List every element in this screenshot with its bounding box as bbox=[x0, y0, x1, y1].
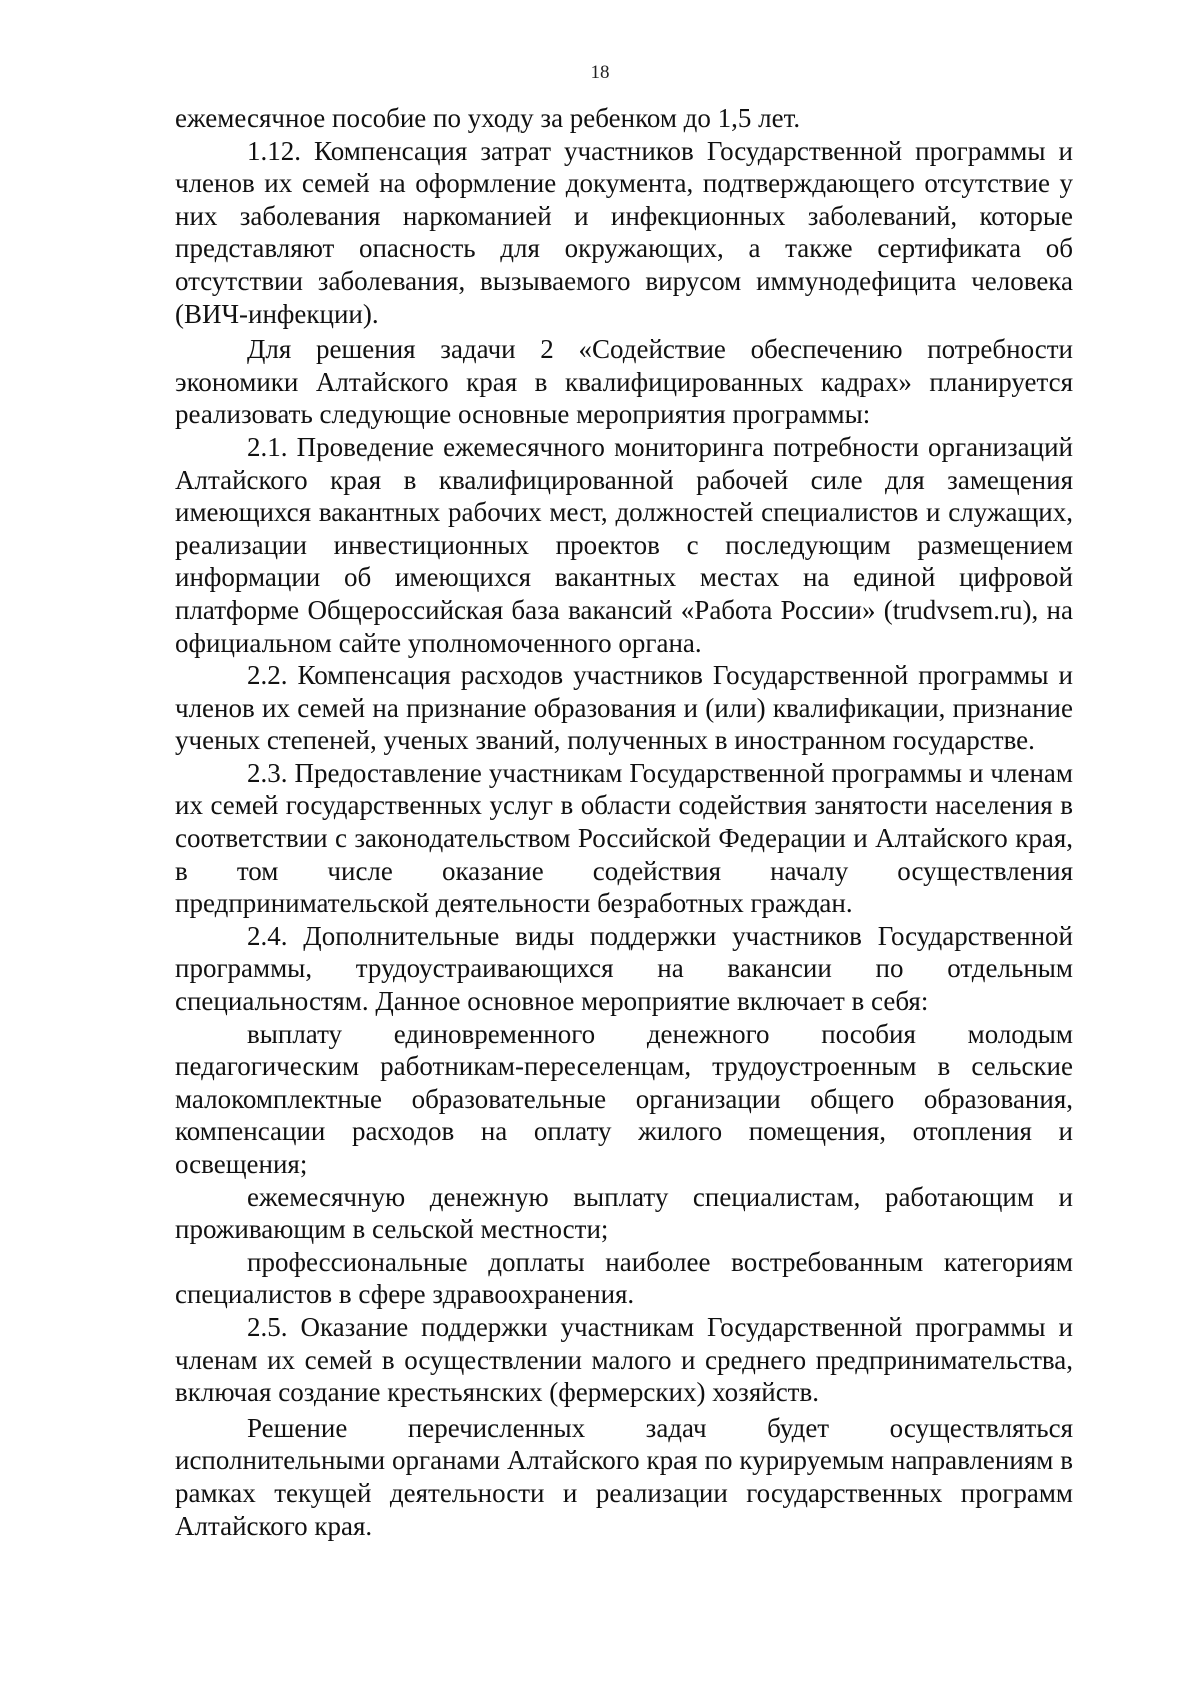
paragraph-payment-rural-specialists: ежемесячную денежную выплату специалистам, работающим и проживающим в сельской местности; bbox=[175, 1181, 1073, 1245]
paragraph-item-2-3: 2.3. Предоставление участникам Государственной программы и членам их семей государственных услуг в области содействия занятости населения в соответствии с законодательством Российской Федерации и Алтайского края, в том числе оказание содействия началу осуществления предпринимательской деятельности безработных граждан. bbox=[175, 757, 1073, 919]
paragraph-benefit-continuation: ежемесячное пособие по уходу за ребенком до 1,5 лет. bbox=[175, 103, 801, 133]
paragraph-item-2-1: 2.1. Проведение ежемесячного мониторинга потребности организаций Алтайского края в квалифицированной рабочей силе для замещения имеющихся вакантных рабочих мест, должностей специалистов и служащих, реализации инвестиционных проектов с последующим размещением информации об имеющихся вакантных местах на единой цифровой платформе Общероссийская база вакансий «Работа России» (trudvsem.ru), на официальном сайте уполномоченного органа. bbox=[175, 431, 1073, 658]
paragraph-item-1-12: 1.12. Компенсация затрат участников Государственной программы и членов их семей на оформление документа, подтверждающего отсутствие у них заболевания наркоманией и инфекционных заболеваний, которые представляют опасность для окружающих, а также сертификата об отсутствии заболевания, вызываемого вирусом иммунодефицита человека (ВИЧ-инфекции). bbox=[175, 135, 1073, 329]
document-body bbox=[175, 102, 1073, 1542]
paragraph-item-2-2: 2.2. Компенсация расходов участников Государственной программы и членов их семей на признание образования и (или) квалификации, признание ученых степеней, ученых званий, полученных в иностранном государстве. bbox=[175, 660, 1073, 756]
page-number: 18 bbox=[590, 62, 610, 83]
paragraph-task-2-intro: Для решения задачи 2 «Содействие обеспечению потребности экономики Алтайского края в квалифицированных кадрах» планируется реализовать следующие основные мероприятия программы: bbox=[175, 334, 1073, 430]
paragraph-item-2-4: 2.4. Дополнительные виды поддержки участников Государственной программы, трудоустраивающихся на вакансии по отдельным специальностям. Данное основное мероприятие включает в себя: bbox=[175, 920, 1073, 1017]
paragraph-payment-teachers: выплату единовременного денежного пособия молодым педагогическим работникам-переселенцам, трудоустроенным в сельские малокомплектные образовательные организации общего образования, компенсации расходов на оплату жилого помещения, отопления и освещения; bbox=[175, 1018, 1073, 1179]
paragraph-item-2-5: 2.5. Оказание поддержки участникам Государственной программы и членам их семей в осуществлении малого и среднего предпринимательства, включая создание крестьянских (фермерских) хозяйств. bbox=[175, 1311, 1073, 1408]
paragraph-healthcare-allowances: профессиональные доплаты наиболее востребованным категориям специалистов в сфере здравоохранения. bbox=[175, 1246, 1073, 1310]
paragraph-conclusion: Решение перечисленных задач будет осуществляться исполнительными органами Алтайского края по курируемым направлениям в рамках текущей деятельности и реализации государственных программ Алтайского края. bbox=[175, 1412, 1073, 1541]
